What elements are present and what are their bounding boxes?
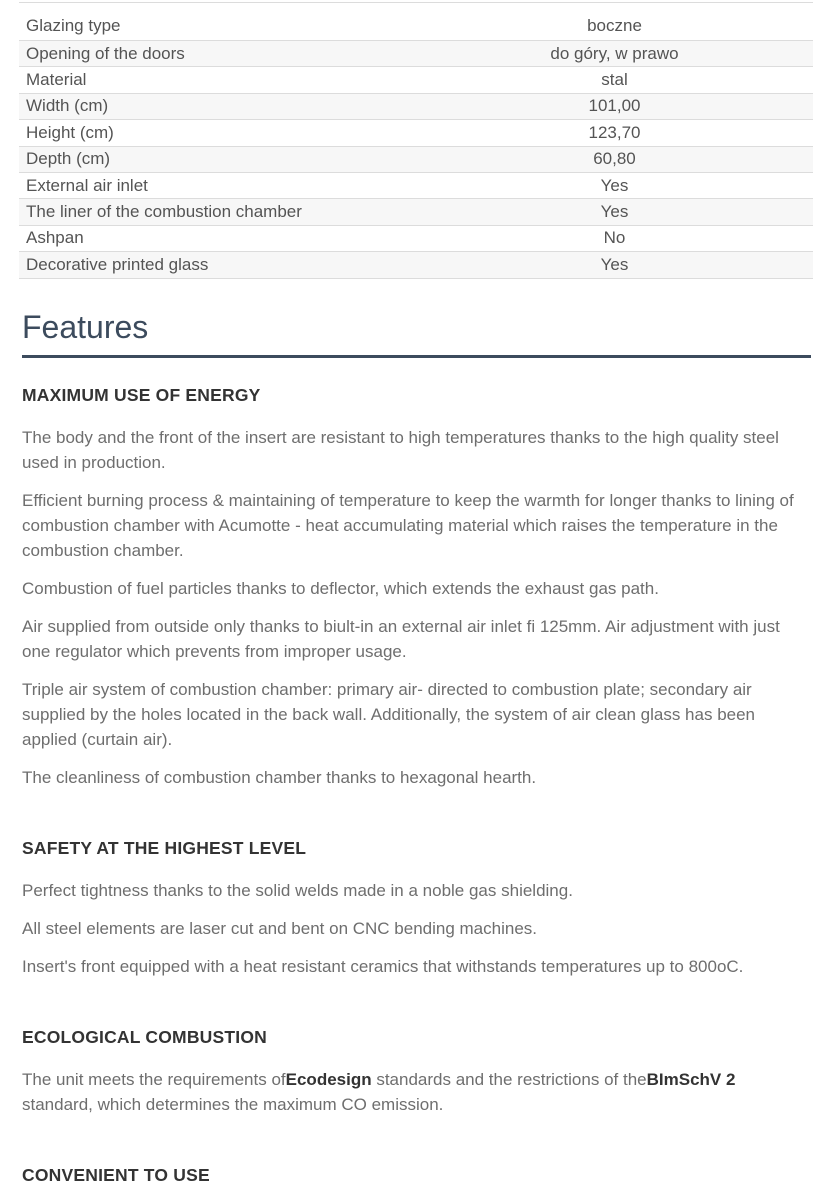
spec-label: The liner of the combustion chamber (26, 202, 302, 222)
spec-value: No (603, 228, 626, 248)
product-details-page (0, 2, 833, 1185)
features-divider (22, 355, 811, 358)
features-section (22, 307, 811, 1185)
features-title: Features (22, 308, 149, 345)
spec-value: boczne (587, 16, 642, 35)
feature-paragraph: The unit meets the requirements ofEcodesign standards and the restrictions of theBImSchV 2 standard, which determines the maximum CO emission. (22, 1069, 736, 1114)
spec-value: 60,80 (593, 149, 636, 169)
spec-label: Ashpan (26, 228, 84, 248)
feature-paragraph: The body and the front of the insert are resistant to high temperatures thanks to the high quality steel used in production. (22, 427, 779, 472)
spec-label: Glazing type (26, 16, 121, 35)
spec-table (19, 2, 813, 279)
feature-paragraph: Perfect tightness thanks to the solid welds made in a noble gas shielding. (22, 880, 573, 900)
spec-row (19, 94, 813, 120)
spec-value: do góry, w prawo (550, 43, 679, 63)
spec-row (19, 199, 813, 225)
spec-value: 123,70 (588, 122, 641, 142)
spec-label: Opening of the doors (26, 43, 185, 63)
spec-row (19, 173, 813, 199)
spec-label: Height (cm) (26, 122, 114, 142)
feature-section (22, 385, 811, 790)
spec-row (19, 147, 813, 173)
feature-paragraph: Insert's front equipped with a heat resistant ceramics that withstands temperatures up to 800oC. (22, 956, 744, 976)
feature-section-heading: MAXIMUM USE OF ENERGY (22, 384, 261, 405)
feature-paragraph: All steel elements are laser cut and bent on CNC bending machines. (22, 918, 538, 938)
spec-value: Yes (600, 254, 629, 274)
spec-value: 101,00 (588, 96, 641, 116)
spec-label: Decorative printed glass (26, 254, 209, 274)
spec-label: External air inlet (26, 175, 148, 195)
feature-paragraph: Efficient burning process & maintaining of temperature to keep the warmth for longer thanks to lining of combustion chamber with Acumotte - heat accumulating material which raises the temperature in the combustion chamber. (22, 490, 794, 560)
spec-row (19, 3, 813, 41)
feature-section (22, 1027, 811, 1117)
spec-value: Yes (600, 175, 629, 195)
spec-row (19, 41, 813, 67)
feature-paragraph: Air supplied from outside only thanks to biult-in an external air inlet fi 125mm. Air adjustment with just one regulator which prevents from improper usage. (22, 616, 780, 661)
spec-label: Width (cm) (26, 96, 109, 116)
spec-label: Material (26, 70, 87, 90)
spec-value: stal (601, 70, 628, 90)
feature-section-heading: SAFETY AT THE HIGHEST LEVEL (22, 837, 307, 858)
feature-section (22, 1165, 811, 1185)
feature-section-heading: ECOLOGICAL COMBUSTION (22, 1026, 267, 1047)
feature-paragraph: The cleanliness of combustion chamber thanks to hexagonal hearth. (22, 767, 537, 787)
spec-row (19, 252, 813, 278)
spec-value: Yes (600, 202, 629, 222)
feature-section-heading: CONVENIENT TO USE (22, 1164, 210, 1185)
feature-paragraph: Triple air system of combustion chamber: primary air- directed to combustion plate; secondary air supplied by the holes located in the back wall. Additionally, the system of air clean glass has been applied (curtain air). (22, 679, 756, 749)
feature-section (22, 838, 811, 979)
spec-row (19, 226, 813, 252)
spec-label: Depth (cm) (26, 149, 111, 169)
spec-row (19, 67, 813, 93)
spec-row (19, 120, 813, 146)
feature-paragraph: Combustion of fuel particles thanks to deflector, which extends the exhaust gas path. (22, 578, 659, 598)
feature-sections (22, 385, 811, 1185)
